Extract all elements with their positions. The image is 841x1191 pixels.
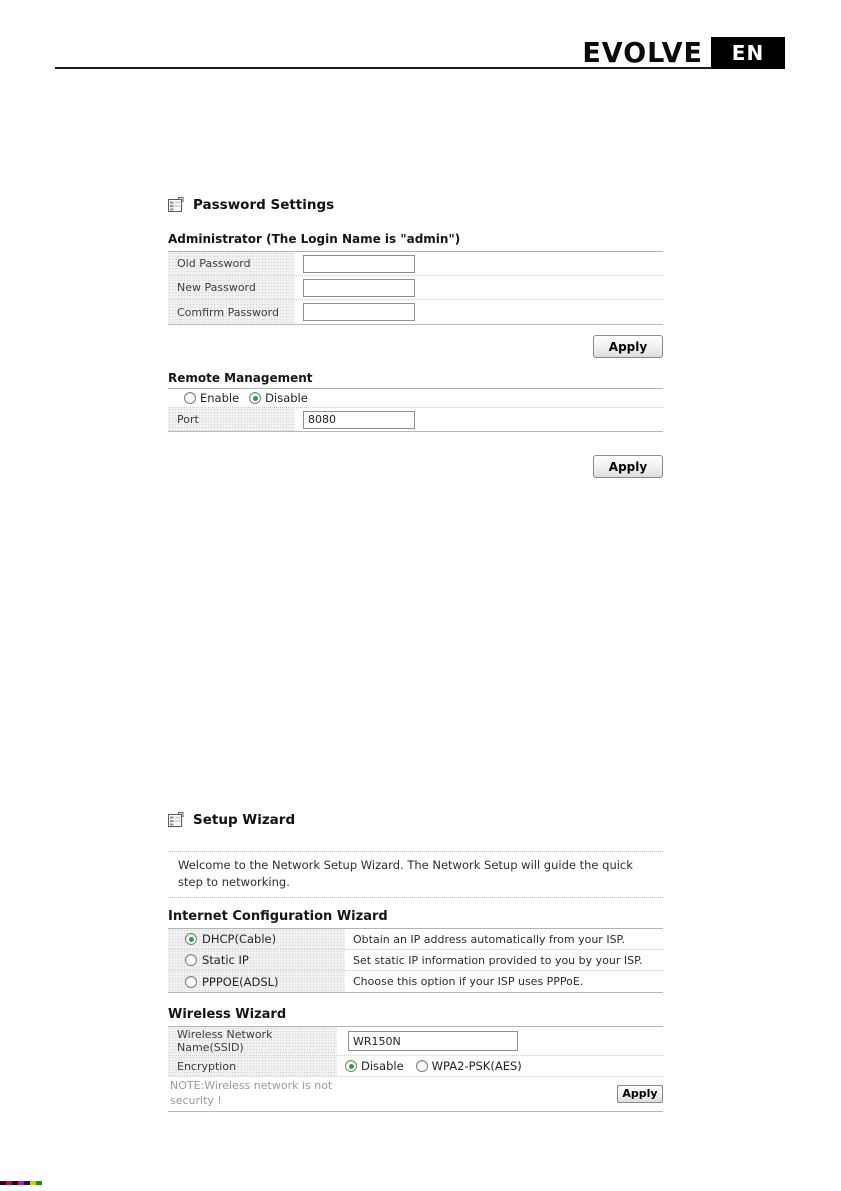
password-settings-title: [168, 197, 663, 213]
static-ip-description: Set static IP information provided to you by your ISP.: [353, 953, 643, 967]
evolve-logo: EVOLVE: [582, 37, 703, 70]
dhcp-radio-icon[interactable]: [185, 933, 197, 945]
encryption-disable-label: Disable: [361, 1059, 404, 1074]
wireless-wizard-heading: Wireless Wizard: [168, 1007, 287, 1023]
remote-toggle-row: [168, 389, 663, 408]
setup-wizard-panel: [168, 812, 663, 1112]
remote-disable-radio-icon[interactable]: [249, 392, 261, 404]
wireless-note: NOTE:Wireless network is not security !: [170, 1079, 333, 1107]
encryption-wpa2-option[interactable]: [416, 1059, 522, 1073]
confirm-password-input[interactable]: [303, 303, 415, 321]
remote-management-heading: Remote Management: [168, 371, 313, 385]
password-settings-panel: [168, 197, 663, 478]
encryption-wpa2-label: WPA2-PSK(AES): [431, 1059, 522, 1074]
old-password-row: [168, 252, 663, 276]
encryption-row: [168, 1056, 663, 1077]
remote-enable-option[interactable]: [184, 391, 239, 405]
pppoe-option[interactable]: [168, 971, 345, 992]
wizard-welcome-text: Welcome to the Network Setup Wizard. The Network Setup will guide the quick step to networking.: [168, 851, 663, 898]
old-password-input[interactable]: [303, 255, 415, 273]
remote-apply-button[interactable]: Apply: [593, 455, 663, 478]
setup-wizard-title-label: Setup Wizard: [193, 812, 296, 828]
pppoe-row: [168, 971, 663, 992]
ssid-label: Wireless Network Name(SSID): [168, 1027, 337, 1055]
form-icon: [168, 812, 184, 828]
internet-configuration-table: [168, 928, 663, 993]
confirm-password-row: [168, 300, 663, 324]
static-ip-row: [168, 950, 663, 971]
internet-configuration-heading: Internet Configuration Wizard: [168, 909, 388, 925]
setup-wizard-title: [168, 812, 663, 828]
static-ip-label: Static IP: [202, 953, 249, 968]
remote-enable-radio-icon[interactable]: [184, 392, 196, 404]
pppoe-label: PPPOE(ADSL): [202, 974, 279, 989]
note-row: [168, 1077, 663, 1111]
encryption-disable-option[interactable]: [345, 1059, 404, 1073]
port-label: Port: [168, 408, 295, 431]
form-icon: [168, 197, 184, 213]
new-password-input[interactable]: [303, 279, 415, 297]
new-password-row: [168, 276, 663, 300]
password-settings-title-label: Password Settings: [193, 197, 335, 213]
ssid-row: [168, 1027, 663, 1056]
port-row: [168, 408, 663, 431]
remote-management-table: [168, 388, 663, 432]
new-password-label: New Password: [168, 276, 295, 299]
pppoe-radio-icon[interactable]: [185, 976, 197, 988]
remote-disable-label: Disable: [265, 391, 308, 405]
print-color-mark: [36, 1181, 42, 1185]
password-table: [168, 251, 663, 325]
static-ip-radio-icon[interactable]: [185, 954, 197, 966]
ssid-input[interactable]: [348, 1031, 518, 1051]
wireless-apply-button[interactable]: Apply: [617, 1085, 663, 1103]
encryption-label: Encryption: [168, 1056, 337, 1076]
old-password-label: Old Password: [168, 252, 295, 275]
remote-disable-option[interactable]: [249, 391, 308, 405]
port-input[interactable]: [303, 411, 415, 429]
dhcp-label: DHCP(Cable): [202, 932, 277, 947]
wireless-wizard-table: [168, 1026, 663, 1112]
dhcp-option[interactable]: [168, 929, 345, 949]
administrator-heading: Administrator (The Login Name is "admin"): [168, 232, 461, 246]
static-ip-option[interactable]: [168, 950, 345, 970]
password-apply-button[interactable]: Apply: [593, 335, 663, 358]
remote-enable-label: Enable: [200, 391, 240, 405]
encryption-wpa2-radio-icon[interactable]: [416, 1060, 428, 1072]
dhcp-row: [168, 929, 663, 950]
language-badge: EN: [711, 37, 785, 69]
pppoe-description: Choose this option if your ISP uses PPPoE.: [353, 975, 584, 989]
encryption-disable-radio-icon[interactable]: [345, 1060, 357, 1072]
confirm-password-label: Comfirm Password: [168, 300, 295, 324]
print-color-marks: [0, 1181, 42, 1185]
dhcp-description: Obtain an IP address automatically from your ISP.: [353, 932, 625, 946]
